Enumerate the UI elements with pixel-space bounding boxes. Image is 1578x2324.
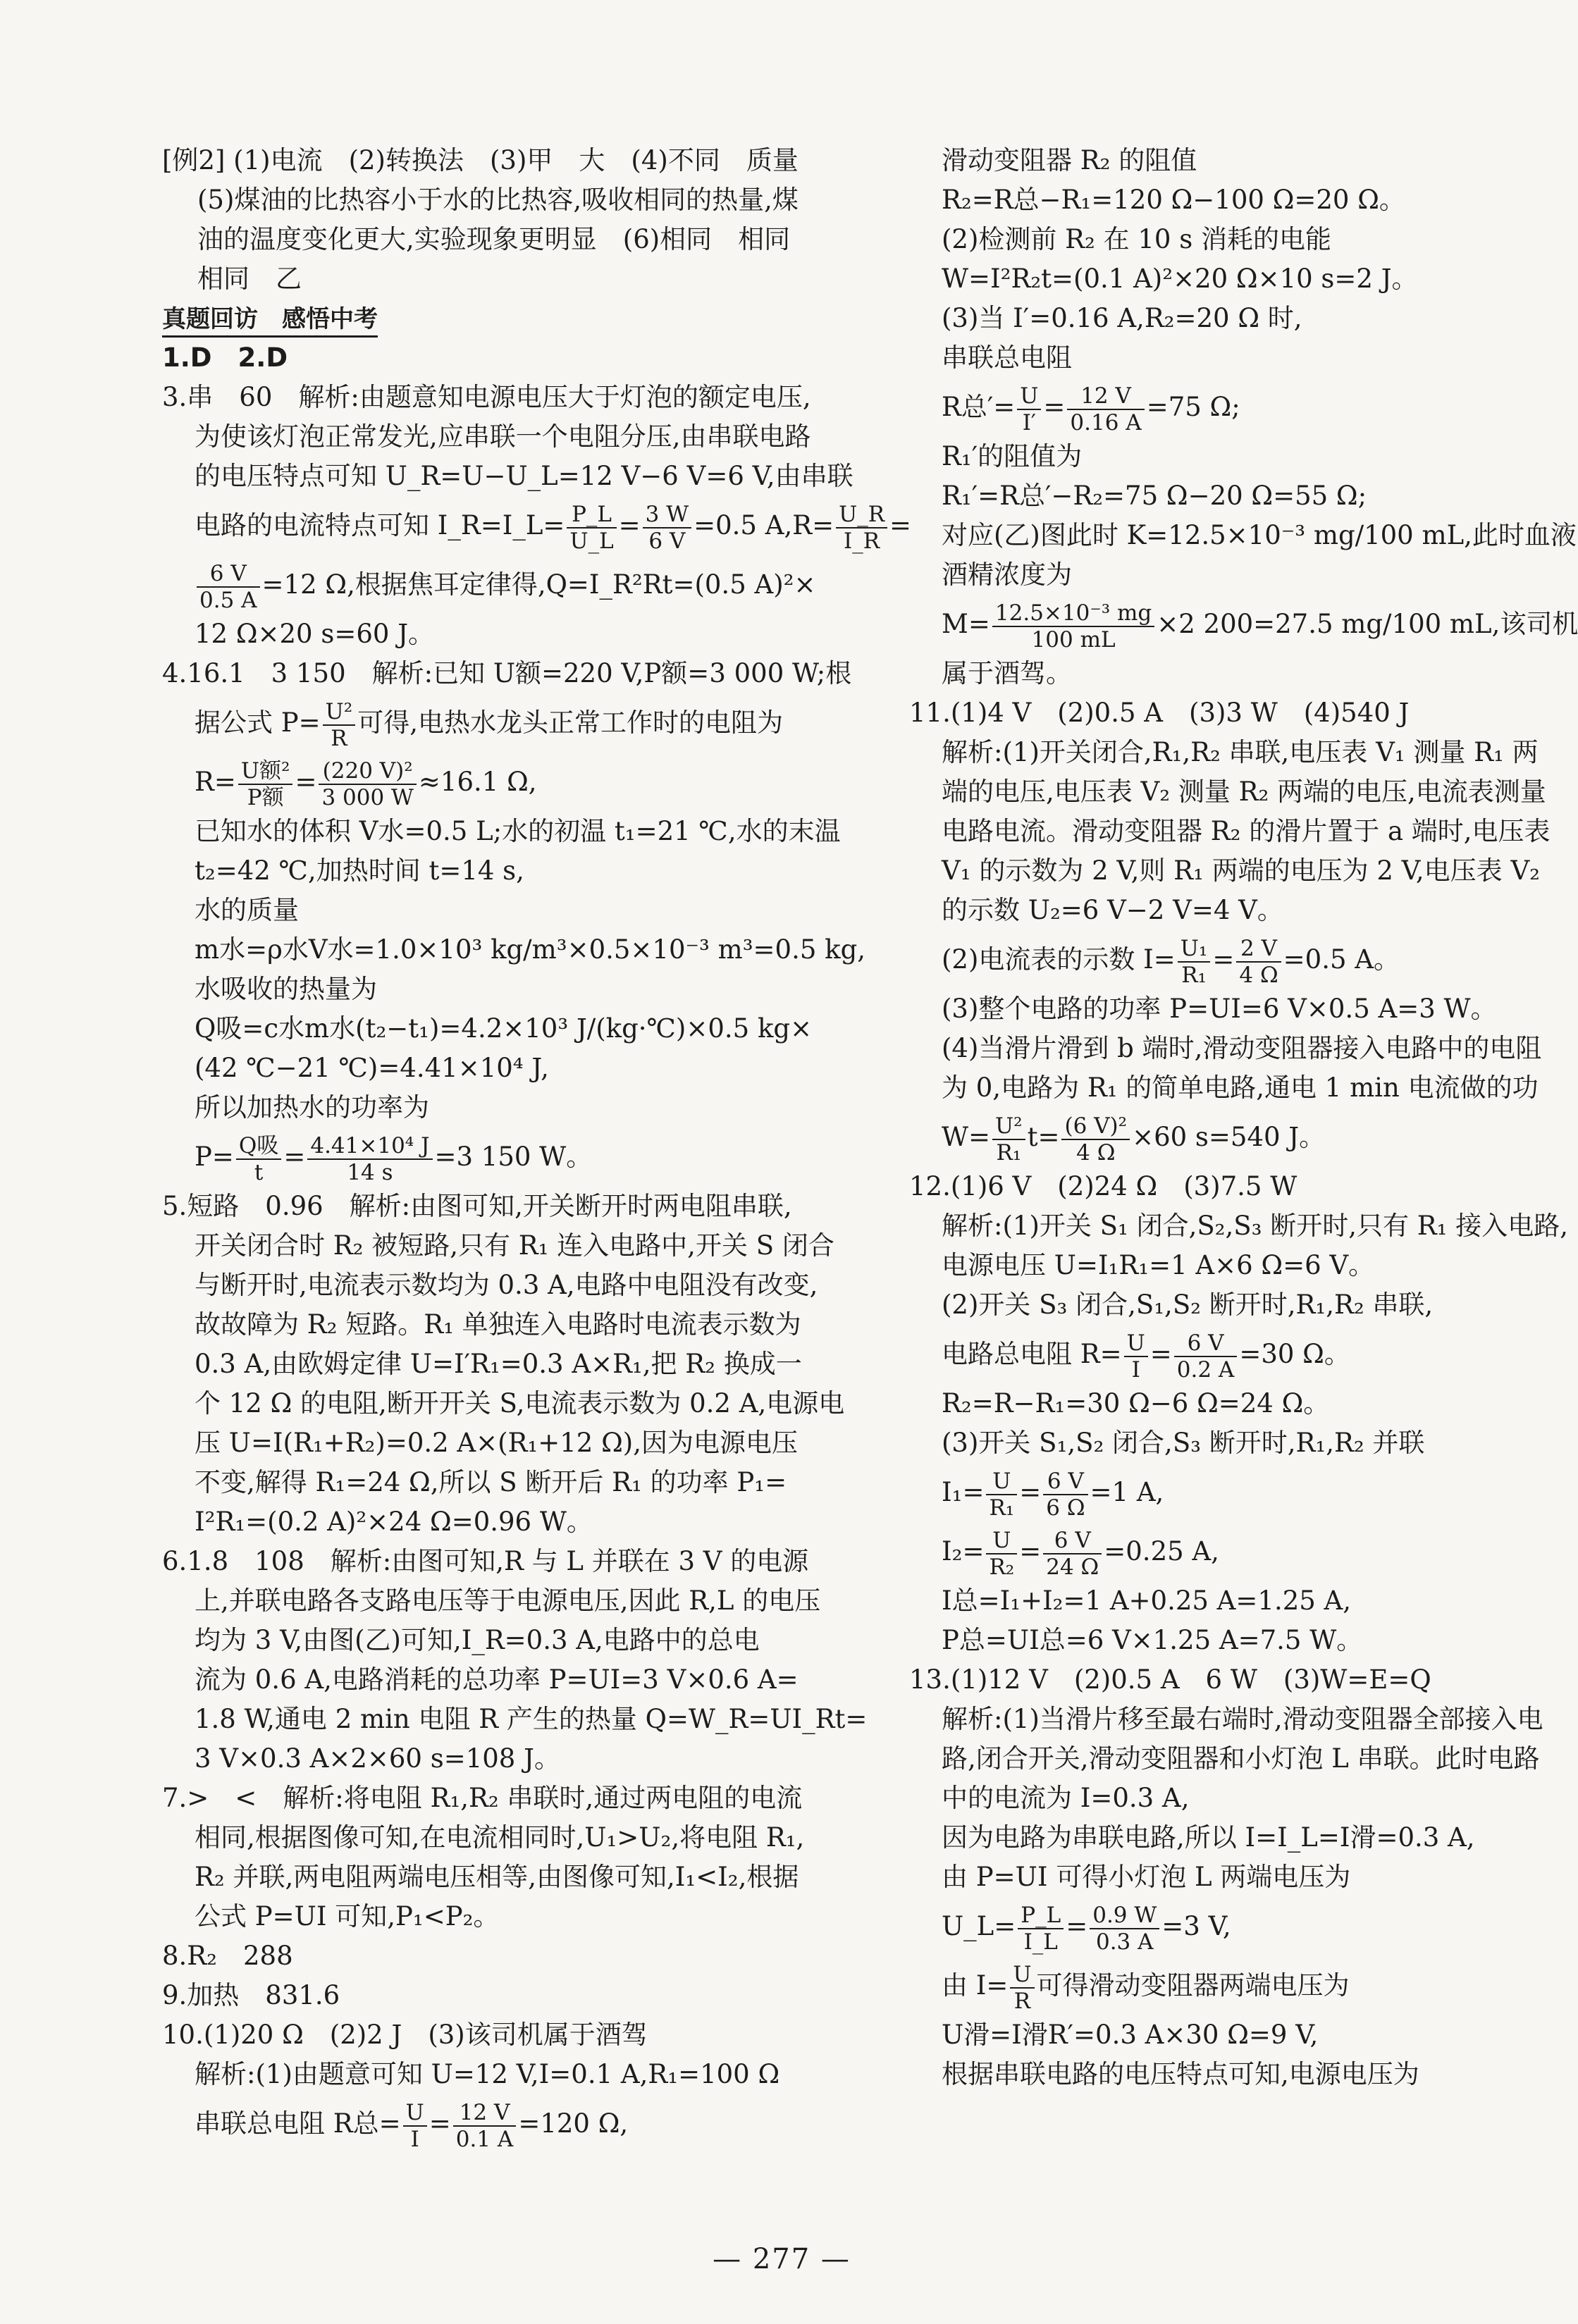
- fraction: $\frac{U}{I'}$: [1017, 383, 1041, 435]
- answer-line: 9.加热 831.6: [162, 1980, 340, 2010]
- answer-line: t₂=42 ℃,加热时间 t=14 s,: [195, 855, 524, 886]
- formula-line: W= $\frac{\text{U²}}{\text{R₁}}$ t= $\frac{\text{(6 V)²}}{4 \Omega}$ ×60 s=540 J。: [942, 1113, 1326, 1166]
- formula-line: 电路总电阻 R= $\frac{U}{I}$ = $\frac{6 V}{0.2 A}$ =30 Ω。: [942, 1330, 1350, 1383]
- answer-line: P总=UI总=6 V×1.25 A=7.5 W。: [942, 1625, 1363, 1655]
- formula-line: I₁= $\frac{U}{\text{R₁}}$ = $\frac{6 V}{6 \Omega}$ =1 A,: [942, 1468, 1164, 1521]
- answer-line: (4)当滑片滑到 b 端时,滑动变阻器接入电路中的电阻: [942, 1033, 1542, 1063]
- fraction: $\frac{U\_R}{I\_R}$: [836, 502, 887, 554]
- answer-line: 8.R₂ 288: [162, 1941, 293, 1971]
- answer-line: 12 Ω×20 s=60 J。: [195, 619, 435, 649]
- answer-line: (3)开关 S₁,S₂ 闭合,S₃ 断开时,R₁,R₂ 并联: [942, 1428, 1425, 1458]
- answer-line: 滑动变阻器 R₂ 的阻值: [942, 145, 1197, 175]
- section-heading: 真题回访 感悟中考: [162, 303, 378, 338]
- answer-line: 属于酒驾。: [942, 658, 1072, 688]
- answer-line: 与断开时,电流表示数均为 0.3 A,电路中电阻没有改变,: [195, 1270, 818, 1300]
- fraction: $\frac{\text{U₁}}{\text{R₁}}$: [1178, 936, 1211, 988]
- answer-line: 公式 P=UI 可知,P₁<P₂。: [195, 1901, 500, 1931]
- left-column: [162, 141, 912, 2153]
- answer-line: 已知水的体积 V水=0.5 L;水的初温 t₁=21 ℃,水的末温: [195, 816, 841, 846]
- answer-line: 为使该灯泡正常发光,应串联一个电阻分压,由串联电路: [195, 421, 811, 452]
- answer-line: 个 12 Ω 的电阻,断开开关 S,电流表示数为 0.2 A,电源电: [195, 1388, 845, 1418]
- answer-line: (2)开关 S₃ 闭合,S₁,S₂ 断开时,R₁,R₂ 串联,: [942, 1290, 1434, 1320]
- answer-line: 水的质量: [195, 895, 299, 925]
- answer-line: 解析:(1)开关 S₁ 闭合,S₂,S₃ 断开时,只有 R₁ 接入电路,: [942, 1211, 1568, 1241]
- answer-line: R₂ 并联,两电阻两端电压相等,由图像可知,I₁<I₂,根据: [195, 1862, 799, 1892]
- fraction: $\frac{\text{Q吸}}{t}$: [236, 1133, 281, 1185]
- answer-line: 的示数 U₂=6 V−2 V=4 V。: [942, 895, 1283, 925]
- fraction: $\frac{\text{4.41×10⁴ J}}{14 s}$: [307, 1133, 432, 1185]
- answer-line: 上,并联电路各支路电压等于电源电压,因此 R,L 的电压: [195, 1586, 821, 1616]
- answer-line: 1.8 W,通电 2 min 电阻 R 产生的热量 Q=W_R=UI_Rt=: [195, 1704, 868, 1734]
- formula-line: R= $\frac{\text{U额²}}{\text{P额}}$ = $\frac{\text{(220 V)²}}{3 000 W}$ ≈16.1 Ω,: [195, 758, 537, 810]
- fraction: $\frac{U}{\text{R₂}}$: [986, 1528, 1017, 1580]
- answer-line: V₁ 的示数为 2 V,则 R₁ 两端的电压为 2 V,电压表 V₂: [942, 855, 1540, 886]
- answer-line: 根据串联电路的电压特点可知,电源电压为: [942, 2059, 1419, 2089]
- answer-line: 4.16.1 3 150 解析:已知 U额=220 V,P额=3 000 W;根: [162, 658, 852, 688]
- answer-line: 流为 0.6 A,电路消耗的总功率 P=UI=3 V×0.6 A=: [195, 1664, 799, 1695]
- fraction: $\frac{U}{R}$: [1010, 1962, 1034, 2014]
- example-answer-line: (5)煤油的比热容小于水的比热容,吸收相同的热量,煤: [197, 185, 799, 215]
- answer-line: 由 P=UI 可得小灯泡 L 两端电压为: [942, 1862, 1351, 1892]
- answer-line: R₁′的阻值为: [942, 441, 1083, 471]
- answer-line: m水=ρ水V水=1.0×10³ kg/m³×0.5×10⁻³ m³=0.5 kg,: [195, 934, 866, 965]
- fraction: $\frac{12 V}{0.1 A}$: [453, 2100, 517, 2152]
- formula-line: I₂= $\frac{U}{\text{R₂}}$ = $\frac{6 V}{24 \Omega}$ =0.25 A,: [942, 1527, 1219, 1580]
- answer-line: 压 U=I(R₁+R₂)=0.2 A×(R₁+12 Ω),因为电源电压: [195, 1428, 798, 1458]
- answer-line: R₂=R−R₁=30 Ω−6 Ω=24 Ω。: [942, 1388, 1330, 1418]
- formula-line: 由 I= $\frac{U}{R}$ 可得滑动变阻器两端电压为: [942, 1961, 1350, 2014]
- formula-line: $\frac{6 V}{0.5 A}$ =12 Ω,根据焦耳定律得,Q=I_R²Rt=(0.5 A)²×: [162, 555, 810, 614]
- example-answer-line: [例2] (1)电流 (2)转换法 (3)甲 大 (4)不同 质量: [162, 145, 799, 175]
- answer-line: 电源电压 U=I₁R₁=1 A×6 Ω=6 V。: [942, 1250, 1375, 1280]
- fraction: $\frac{\text{U²}}{R}$: [323, 699, 356, 751]
- formula-line: 串联总电阻 R总= $\frac{U}{I}$ = $\frac{12 V}{0.1 A}$ =120 Ω,: [195, 2099, 629, 2152]
- fraction: $\frac{\text{12.5×10⁻³ mg}}{100 mL}$: [992, 600, 1154, 653]
- formula-line: U_L= $\frac{P\_L}{I\_L}$ = $\frac{0.9 W}{0.3 A}$ =3 V,: [942, 1902, 1231, 1955]
- answer-line: 因为电路为串联电路,所以 I=I_L=I滑=0.3 A,: [942, 1822, 1475, 1853]
- page-number: — 277 —: [713, 2243, 851, 2275]
- fraction: $\frac{2 V}{4 \Omega}$: [1236, 936, 1281, 988]
- fraction: $\frac{\text{(6 V)²}}{4 \Omega}$: [1061, 1113, 1130, 1166]
- answer-line: 解析:(1)开关闭合,R₁,R₂ 串联,电压表 V₁ 测量 R₁ 两: [942, 737, 1539, 767]
- example-answer-line: 相同 乙: [197, 264, 302, 294]
- answer-line: 3.串 60 解析:由题意知电源电压大于灯泡的额定电压,: [162, 382, 811, 412]
- formula-line: 据公式 P= $\frac{\text{U²}}{R}$ 可得,电热水龙头正常工作时的电阻为: [195, 698, 783, 751]
- answer-line: 为 0,电路为 R₁ 的简单电路,通电 1 min 电流做的功: [942, 1073, 1539, 1103]
- answer-line: U滑=I滑R′=0.3 A×30 Ω=9 V,: [942, 2020, 1319, 2050]
- fraction: $\frac{P\_L}{U\_L}$: [567, 502, 616, 554]
- formula-line: R总′= $\frac{U}{I'}$ = $\frac{12 V}{0.16 A}$ =75 Ω;: [942, 383, 1240, 435]
- answer-line: (42 ℃−21 ℃)=4.41×10⁴ J,: [195, 1053, 549, 1083]
- answer-line: 1.D 2.D: [162, 342, 288, 373]
- formula-line: P= $\frac{\text{Q吸}}{t}$ = $\frac{\text{4.41×10⁴ J}}{14 s}$ =3 150 W。: [195, 1132, 593, 1185]
- fraction: $\frac{U}{I}$: [1124, 1330, 1148, 1383]
- answer-line: 均为 3 V,由图(乙)可知,I_R=0.3 A,电路中的总电: [195, 1625, 760, 1655]
- example-answer-line: 油的温度变化更大,实验现象更明显 (6)相同 相同: [197, 224, 791, 254]
- fraction: $\frac{6 V}{0.2 A}$: [1174, 1330, 1238, 1383]
- answer-line: (2)检测前 R₂ 在 10 s 消耗的电能: [942, 224, 1331, 254]
- answer-line: 13.(1)12 V (2)0.5 A 6 W (3)W=E=Q: [909, 1664, 1431, 1695]
- answer-line: 11.(1)4 V (2)0.5 A (3)3 W (4)540 J: [909, 698, 1410, 728]
- answer-line: 所以加热水的功率为: [195, 1092, 429, 1123]
- answer-line: 3 V×0.3 A×2×60 s=108 J。: [195, 1743, 560, 1774]
- right-column: [909, 141, 1578, 2094]
- answer-line: (3)整个电路的功率 P=UI=6 V×0.5 A=3 W。: [942, 994, 1497, 1024]
- fraction: $\frac{U}{I}$: [403, 2100, 427, 2152]
- answer-line: W=I²R₂t=(0.1 A)²×20 Ω×10 s=2 J。: [942, 264, 1418, 294]
- answer-line: 解析:(1)由题意可知 U=12 V,I=0.1 A,R₁=100 Ω: [195, 2059, 780, 2089]
- fraction: $\frac{6 V}{0.5 A}$: [197, 561, 260, 613]
- fraction: $\frac{U}{\text{R₁}}$: [986, 1469, 1017, 1521]
- answer-line: R₂=R总−R₁=120 Ω−100 Ω=20 Ω。: [942, 185, 1405, 215]
- answer-line: I²R₁=(0.2 A)²×24 Ω=0.96 W。: [195, 1507, 593, 1537]
- fraction: $\frac{12 V}{0.16 A}$: [1067, 383, 1144, 435]
- fraction: $\frac{0.9 W}{0.3 A}$: [1090, 1903, 1159, 1955]
- answer-line: 10.(1)20 Ω (2)2 J (3)该司机属于酒驾: [162, 2020, 648, 2050]
- answer-line: 端的电压,电压表 V₂ 测量 R₂ 两端的电压,电流表测量: [942, 777, 1546, 807]
- answer-line: 7.> < 解析:将电阻 R₁,R₂ 串联时,通过两电阻的电流: [162, 1783, 803, 1813]
- answer-line: 水吸收的热量为: [195, 974, 377, 1004]
- answer-line: 对应(乙)图此时 K=12.5×10⁻³ mg/100 mL,此时血液: [942, 520, 1577, 550]
- answer-line: 开关闭合时 R₂ 被短路,只有 R₁ 连入电路中,开关 S 闭合: [195, 1230, 834, 1261]
- fraction: $\frac{6 V}{6 \Omega}$: [1043, 1469, 1087, 1521]
- answer-line: 12.(1)6 V (2)24 Ω (3)7.5 W: [909, 1171, 1297, 1201]
- answer-line: 的电压特点可知 U_R=U−U_L=12 V−6 V=6 V,由串联: [195, 461, 853, 491]
- answer-line: Q吸=c水m水(t₂−t₁)=4.2×10³ J/(kg·℃)×0.5 kg×: [195, 1013, 813, 1044]
- fraction: $\frac{\text{U额²}}{\text{P额}}$: [238, 758, 293, 810]
- formula-line: (2)电流表的示数 I= $\frac{\text{U₁}}{\text{R₁}}$ = $\frac{2 V}{4 \Omega}$ =0.5 A。: [942, 935, 1400, 988]
- answer-line: 5.短路 0.96 解析:由图可知,开关断开时两电阻串联,: [162, 1191, 792, 1221]
- answer-line: 解析:(1)当滑片移至最右端时,滑动变阻器全部接入电: [942, 1704, 1543, 1734]
- fraction: $\frac{6 V}{24 \Omega}$: [1043, 1528, 1102, 1580]
- fraction: $\frac{\text{U²}}{\text{R₁}}$: [992, 1113, 1025, 1166]
- answer-line: (3)当 I′=0.16 A,R₂=20 Ω 时,: [942, 303, 1302, 333]
- answer-line: 路,闭合开关,滑动变阻器和小灯泡 L 串联。此时电路: [942, 1743, 1540, 1774]
- formula-line: 电路的电流特点可知 I_R=I_L= $\frac{P\_L}{U\_L}$ = $\frac{3 W}{6 V}$ =0.5 A,R= $\frac{U\_R}{I\_R}$ =: [195, 501, 912, 554]
- answer-line: 酒精浓度为: [942, 560, 1072, 590]
- answer-line: 电路电流。滑动变阻器 R₂ 的滑片置于 a 端时,电压表: [942, 816, 1551, 846]
- answer-line: 串联总电阻: [942, 342, 1072, 373]
- answer-line: 不变,解得 R₁=24 Ω,所以 S 断开后 R₁ 的功率 P₁=: [195, 1467, 787, 1497]
- answer-line: I总=I₁+I₂=1 A+0.25 A=1.25 A,: [942, 1586, 1352, 1616]
- fraction: $\frac{\text{(220 V)²}}{3 000 W}$: [319, 758, 416, 810]
- answer-line: 相同,根据图像可知,在电流相同时,U₁>U₂,将电阻 R₁,: [195, 1822, 805, 1853]
- fraction: $\frac{P\_L}{I\_L}$: [1018, 1903, 1064, 1955]
- answer-line: 故故障为 R₂ 短路。R₁ 单独连入电路时电流表示数为: [195, 1309, 801, 1340]
- answer-line: 中的电流为 I=0.3 A,: [942, 1783, 1190, 1813]
- answer-line: 6.1.8 108 解析:由图可知,R 与 L 并联在 3 V 的电源: [162, 1546, 809, 1576]
- answer-line: R₁′=R总′−R₂=75 Ω−20 Ω=55 Ω;: [942, 481, 1367, 511]
- answer-line: 0.3 A,由欧姆定律 U=I′R₁=0.3 A×R₁,把 R₂ 换成一: [195, 1349, 802, 1379]
- formula-line: M= $\frac{\text{12.5×10⁻³ mg}}{100 mL}$ ×2 200=27.5 mg/100 mL,该司机: [942, 600, 1578, 653]
- fraction: $\frac{3 W}{6 V}$: [643, 502, 691, 554]
